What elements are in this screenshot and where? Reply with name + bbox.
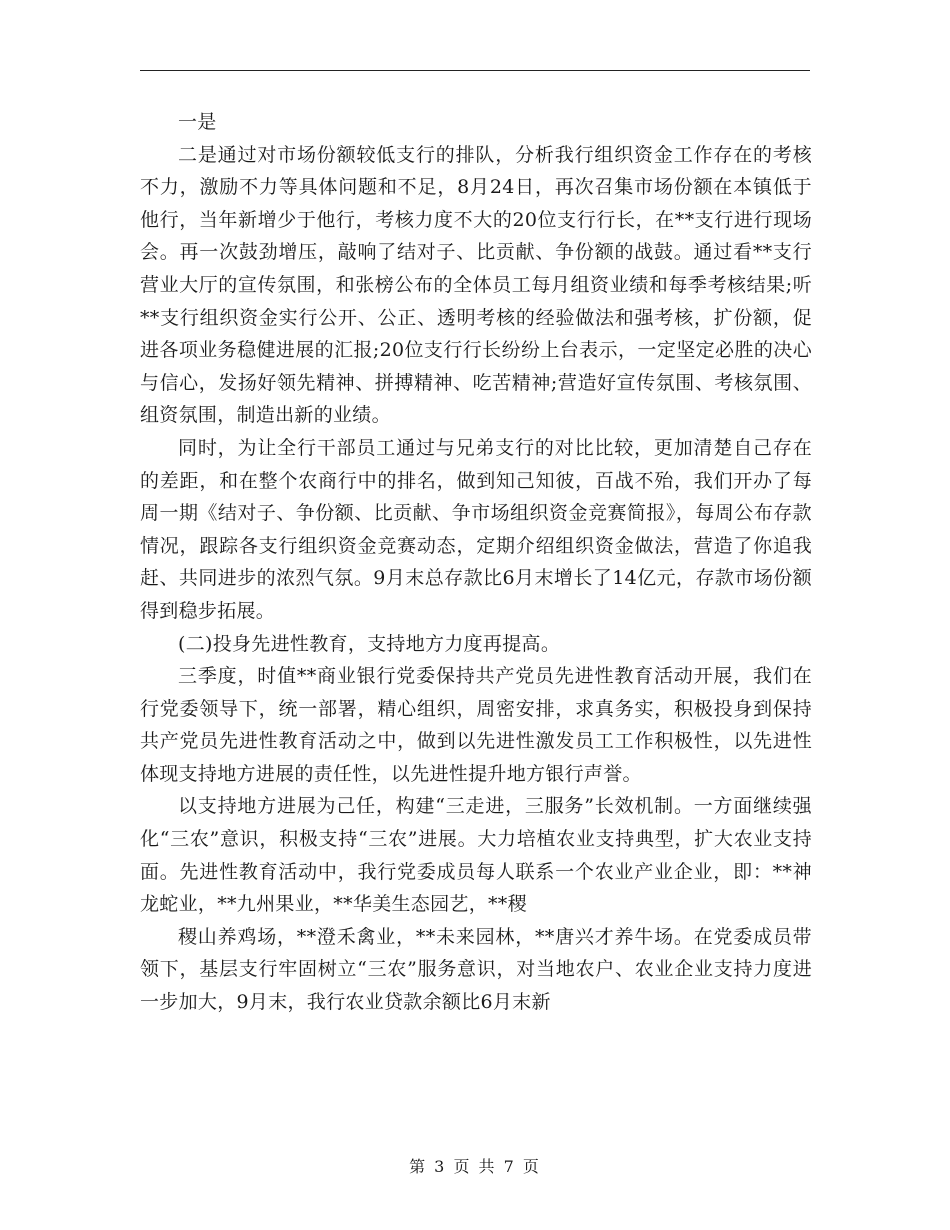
paragraph: 二是通过对市场份额较低支行的排队，分析我行组织资金工作存在的考核不力，激励不力等具体问题和不足，8月24日，再次召集市场份额在本镇低于他行，当年新增少于他行，考核力度不大的20位支行行长，在**支行进行现场会。再一次鼓劲增压，敲响了结对子、比贡献、争份额的战鼓。通过看**支行营业大厅的宣传氛围，和张榜公布的全体员工每月组资业绩和每季考核结果;听**支行组织资金实行公开、公正、透明考核的经验做法和强考核，扩份额，促进各项业务稳健进展的汇报;20位支行行长纷纷上台表示，一定坚定必胜的决心与信心，发扬好领先精神、拼搏精神、吃苦精神;营造好宣传氛围、考核氛围、组资氛围，制造出新的业绩。: [140, 143, 812, 427]
header-rule: [140, 70, 810, 71]
paragraph: 稷山养鸡场，**澄禾禽业，**未来园林，**唐兴才养牛场。在党委成员带领下，基层支行牢固树立“三农”服务意识，对当地农户、农业企业支持力度进一步加大，9月末，我行农业贷款余额比6月末新: [140, 925, 812, 1014]
section-heading: (二)投身先进性教育，支持地方力度再提高。: [178, 632, 561, 655]
paragraph: 一是: [178, 111, 217, 133]
paragraph: 以支持地方进展为己任，构建“三走进，三服务”长效机制。一方面继续强化“三农”意识，积极支持“三农”进展。大力培植农业支持典型，扩大农业支持面。先进性教育活动中，我行党委成员每人联系一个农业产业企业，即：**神龙蛇业，**九州果业，**华美生态园艺，**稷: [140, 795, 812, 916]
document-body: [140, 106, 812, 1019]
page-number: 第 3 页 共 7 页: [409, 1157, 541, 1176]
paragraph: 三季度，时值**商业银行党委保持共产党员先进性教育活动开展，我们在行党委领导下，统一部署，精心组织，周密安排，求真务实，积极投身到保持共产党员先进性教育活动之中，做到以先进性激发员工工作积极性，以先进性体现支持地方进展的责任性，以先进性提升地方银行声誉。: [140, 665, 812, 785]
paragraph: 同时，为让全行干部员工通过与兄弟支行的对比比较，更加清楚自己存在的差距，和在整个农商行中的排名，做到知己知彼，百战不殆，我们开办了每周一期《结对子、争份额、比贡献、争市场组织资金竞赛简报》，每周公布存款情况，跟踪各支行组织资金竞赛动态，定期介绍组织资金做法，营造了你追我赶、共同进步的浓烈气氛。9月末总存款比6月末增长了14亿元，存款市场份额得到稳步拓展。: [140, 436, 812, 622]
